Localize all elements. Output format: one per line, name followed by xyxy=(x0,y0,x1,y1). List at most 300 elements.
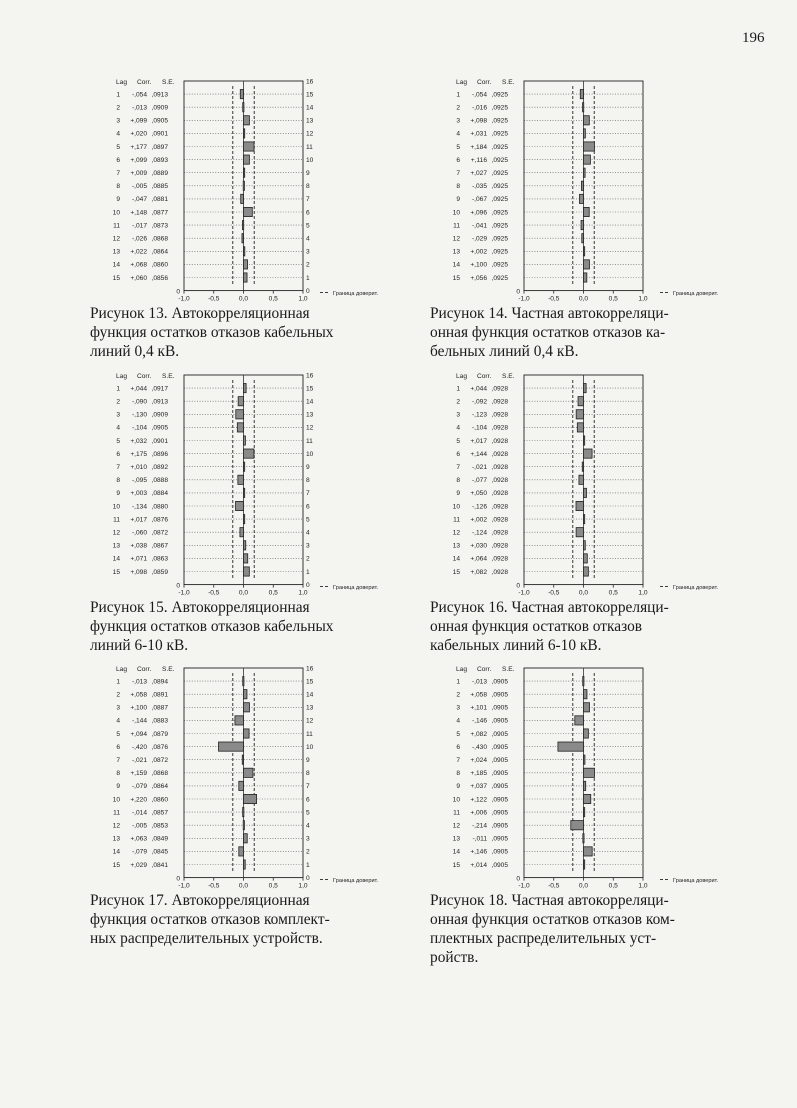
corr-label: +,146 xyxy=(470,848,487,856)
corr-label: +,029 xyxy=(130,861,147,869)
x-tick-label: 0,5 xyxy=(268,882,278,890)
corr-label: +,144 xyxy=(470,450,487,458)
lag-label: 3 xyxy=(456,117,460,125)
lag-label: 9 xyxy=(116,490,120,498)
right-axis-label: 14 xyxy=(306,398,314,406)
se-label: ,0901 xyxy=(151,437,168,445)
corr-label: -,014 xyxy=(131,809,147,817)
se-label: ,0853 xyxy=(151,822,168,830)
figure-caption: Рисунок 15. Автокорреляционная функция остатков отказов кабельных линий 6-10 кВ. xyxy=(90,599,334,654)
figure-15 xyxy=(90,370,430,655)
corr-label: -,035 xyxy=(471,183,487,191)
acf-chart xyxy=(90,663,430,889)
corr-bar xyxy=(244,436,246,445)
lag-label: 2 xyxy=(456,398,460,406)
se-label: ,0925 xyxy=(491,183,508,191)
right-axis-label: 15 xyxy=(306,678,314,686)
se-label: ,0928 xyxy=(491,411,508,419)
right-axis-label: 16 xyxy=(306,78,314,86)
lag-label: 8 xyxy=(116,183,120,191)
corr-bar xyxy=(584,384,587,393)
corr-bar xyxy=(571,821,584,830)
se-label: ,0905 xyxy=(491,809,508,817)
se-label: ,0928 xyxy=(491,464,508,471)
se-label: ,0841 xyxy=(151,861,168,869)
corr-label: -,092 xyxy=(471,398,487,406)
lag-label: 2 xyxy=(116,691,120,699)
corr-bar xyxy=(583,834,584,843)
right-axis-label: 15 xyxy=(306,385,314,393)
corr-bar xyxy=(239,847,244,856)
col-header-corr: Corr. xyxy=(477,79,492,86)
x-tick-label: -1,0 xyxy=(178,589,190,597)
right-axis-label: 5 xyxy=(306,222,310,230)
corr-bar xyxy=(236,501,244,510)
right-axis-label: 9 xyxy=(306,757,310,764)
corr-label: -,016 xyxy=(471,104,487,112)
corr-bar xyxy=(242,755,243,764)
col-header-lag: Lag xyxy=(116,666,128,673)
corr-label: +,022 xyxy=(130,248,147,256)
right-axis-label: 10 xyxy=(306,156,314,164)
corr-bar xyxy=(584,554,588,563)
x-tick-label: -0,5 xyxy=(548,295,560,303)
lag-label: 5 xyxy=(116,437,120,445)
corr-label: +,082 xyxy=(470,730,487,738)
lag-label: 4 xyxy=(116,424,120,432)
se-label: ,0925 xyxy=(491,170,508,177)
se-label: ,0925 xyxy=(491,196,508,204)
right-axis-label: 1 xyxy=(306,861,310,869)
figure-caption: Рисунок 18. Частная автокорреляци- онная функция остатков отказов ком- плектных распределительных уст- ройств. xyxy=(430,892,675,966)
corr-bar xyxy=(584,488,587,497)
lag-label: 13 xyxy=(452,835,460,843)
lag-label: 15 xyxy=(452,568,460,576)
col-header-se: S.E. xyxy=(162,666,175,673)
lag-label: 12 xyxy=(112,235,120,243)
corr-bar xyxy=(584,449,593,458)
se-label: ,0925 xyxy=(491,222,508,230)
se-label: ,0864 xyxy=(151,248,168,256)
corr-label: -,021 xyxy=(131,757,147,764)
right-axis-label: 4 xyxy=(306,822,310,830)
x-tick-label: -1,0 xyxy=(518,295,530,303)
x-origin-label: 0 xyxy=(176,288,180,296)
x-tick-label: -1,0 xyxy=(518,882,530,890)
se-label: ,0856 xyxy=(151,274,168,282)
lag-label: 13 xyxy=(452,248,460,256)
corr-bar xyxy=(580,194,584,203)
corr-bar xyxy=(244,168,245,177)
right-axis-label: 13 xyxy=(306,704,314,712)
corr-label: +,027 xyxy=(470,170,487,177)
se-label: ,0925 xyxy=(491,274,508,282)
x-tick-label: -0,5 xyxy=(208,882,220,890)
x-tick-label: 0,0 xyxy=(578,882,589,890)
lag-label: 5 xyxy=(116,143,120,151)
corr-bar xyxy=(244,690,247,699)
corr-bar xyxy=(235,716,244,725)
right-axis-label: 14 xyxy=(306,104,314,112)
corr-bar xyxy=(579,475,584,484)
corr-label: +,148 xyxy=(130,209,147,217)
lag-label: 4 xyxy=(456,424,460,432)
se-label: ,0917 xyxy=(151,385,168,393)
se-label: ,0879 xyxy=(151,730,168,738)
lag-label: 12 xyxy=(112,822,120,830)
se-label: ,0925 xyxy=(491,130,508,138)
corr-bar xyxy=(558,742,584,751)
lag-label: 15 xyxy=(112,861,120,869)
se-label: ,0925 xyxy=(491,117,508,125)
lag-label: 3 xyxy=(116,411,120,419)
lag-label: 3 xyxy=(116,704,120,712)
corr-label: -,060 xyxy=(131,529,147,537)
legend-label: Граница доверит. xyxy=(333,584,379,591)
acf-chart xyxy=(90,76,430,302)
corr-label: -,029 xyxy=(471,235,487,243)
corr-label: +,100 xyxy=(470,261,487,269)
right-axis-label: 13 xyxy=(306,411,314,419)
right-axis-label: 14 xyxy=(306,691,314,699)
page-number: 196 xyxy=(742,30,765,46)
corr-label: +,096 xyxy=(470,209,487,217)
lag-label: 13 xyxy=(112,835,120,843)
lag-label: 4 xyxy=(456,130,460,138)
corr-label: +,017 xyxy=(130,516,147,524)
right-axis-label: 9 xyxy=(306,464,310,471)
se-label: ,0876 xyxy=(151,743,168,751)
se-label: ,0928 xyxy=(491,424,508,432)
lag-label: 6 xyxy=(116,156,120,164)
corr-label: -,041 xyxy=(471,222,487,230)
col-header-corr: Corr. xyxy=(137,79,152,86)
right-axis-label: 3 xyxy=(306,248,310,256)
x-origin-label: 0 xyxy=(516,288,520,296)
corr-bar xyxy=(242,221,243,230)
right-axis-label: 0 xyxy=(306,581,310,589)
se-label: ,0905 xyxy=(491,717,508,725)
corr-bar xyxy=(244,462,245,471)
se-label: ,0888 xyxy=(151,477,168,485)
se-label: ,0928 xyxy=(491,516,508,524)
corr-label: +,175 xyxy=(130,450,147,458)
pacf-chart xyxy=(430,663,770,889)
right-axis-label: 1 xyxy=(306,274,310,282)
corr-label: -,013 xyxy=(131,104,147,112)
corr-bar xyxy=(584,847,593,856)
corr-label: -,026 xyxy=(131,235,147,243)
corr-bar xyxy=(584,247,585,256)
lag-label: 2 xyxy=(116,104,120,112)
lag-label: 8 xyxy=(116,477,120,485)
corr-bar xyxy=(582,234,584,243)
lag-label: 13 xyxy=(112,542,120,550)
corr-label: +,044 xyxy=(470,385,487,393)
corr-bar xyxy=(239,781,244,790)
figure-18 xyxy=(430,663,770,967)
lag-label: 6 xyxy=(456,743,460,751)
right-axis-label: 16 xyxy=(306,665,314,673)
corr-label: +,056 xyxy=(470,274,487,282)
se-label: ,0905 xyxy=(491,704,508,712)
corr-label: +,017 xyxy=(470,437,487,445)
col-header-lag: Lag xyxy=(116,79,128,86)
corr-label: -,104 xyxy=(131,424,147,432)
se-label: ,0925 xyxy=(491,248,508,256)
se-label: ,0893 xyxy=(151,156,168,164)
corr-label: +,002 xyxy=(470,248,487,256)
corr-label: +,100 xyxy=(130,704,147,712)
lag-label: 2 xyxy=(456,104,460,112)
corr-bar xyxy=(244,541,246,550)
lag-label: 3 xyxy=(456,411,460,419)
corr-bar xyxy=(576,528,583,537)
lag-label: 5 xyxy=(116,730,120,738)
corr-label: +,101 xyxy=(470,704,487,712)
se-label: ,0860 xyxy=(151,796,168,804)
corr-bar xyxy=(584,168,586,177)
corr-label: +,159 xyxy=(130,770,147,778)
col-header-corr: Corr. xyxy=(137,373,152,380)
se-label: ,0928 xyxy=(491,568,508,576)
corr-bar xyxy=(581,221,583,230)
se-label: ,0925 xyxy=(491,104,508,112)
corr-bar xyxy=(244,860,246,869)
se-label: ,0928 xyxy=(491,490,508,498)
se-label: ,0928 xyxy=(491,503,508,511)
corr-bar xyxy=(584,273,587,282)
lag-label: 10 xyxy=(452,503,460,511)
se-label: ,0913 xyxy=(151,91,168,99)
right-axis-label: 2 xyxy=(306,555,310,563)
col-header-corr: Corr. xyxy=(137,666,152,673)
corr-label: -,430 xyxy=(471,743,487,751)
se-label: ,0905 xyxy=(491,835,508,843)
corr-bar xyxy=(584,129,586,138)
se-label: ,0928 xyxy=(491,542,508,550)
corr-bar xyxy=(583,677,584,686)
corr-label: -,017 xyxy=(131,222,147,230)
se-label: ,0925 xyxy=(491,143,508,151)
se-label: ,0928 xyxy=(491,450,508,458)
right-axis-label: 12 xyxy=(306,130,314,138)
corr-bar xyxy=(244,567,250,576)
lag-label: 9 xyxy=(456,783,460,791)
corr-bar xyxy=(244,794,257,803)
x-tick-label: 1,0 xyxy=(298,882,308,890)
x-tick-label: -1,0 xyxy=(178,295,190,303)
corr-label: +,024 xyxy=(470,757,487,764)
col-header-lag: Lag xyxy=(116,373,128,380)
corr-label: -,079 xyxy=(131,783,147,791)
lag-label: 11 xyxy=(453,516,460,524)
lag-label: 10 xyxy=(452,796,460,804)
lag-label: 6 xyxy=(116,743,120,751)
col-header-se: S.E. xyxy=(502,79,515,86)
right-axis-label: 7 xyxy=(306,490,310,498)
lag-label: 9 xyxy=(116,196,120,204)
corr-label: -,095 xyxy=(131,477,147,485)
figure-17 xyxy=(90,663,430,948)
corr-label: +,058 xyxy=(470,691,487,699)
corr-label: +,006 xyxy=(470,809,487,817)
se-label: ,0928 xyxy=(491,555,508,563)
x-tick-label: 1,0 xyxy=(638,882,648,890)
corr-bar xyxy=(584,768,595,777)
lag-label: 10 xyxy=(112,209,120,217)
se-label: ,0925 xyxy=(491,235,508,243)
corr-label: +,038 xyxy=(130,542,147,550)
corr-label: +,116 xyxy=(470,156,487,164)
corr-label: -,054 xyxy=(131,91,147,99)
corr-label: -,067 xyxy=(471,196,487,204)
col-header-lag: Lag xyxy=(456,373,468,380)
se-label: ,0925 xyxy=(491,261,508,269)
se-label: ,0889 xyxy=(151,170,168,177)
corr-bar xyxy=(584,116,590,125)
lag-label: 7 xyxy=(116,757,120,764)
lag-label: 14 xyxy=(452,555,460,563)
lag-label: 7 xyxy=(456,464,460,471)
corr-bar xyxy=(580,90,583,99)
corr-bar xyxy=(244,142,255,151)
lag-label: 1 xyxy=(116,385,120,393)
corr-label: +,184 xyxy=(470,143,487,151)
corr-label: +,094 xyxy=(130,730,147,738)
lag-label: 12 xyxy=(452,822,460,830)
se-label: ,0881 xyxy=(151,196,168,204)
lag-label: 15 xyxy=(112,568,120,576)
lag-label: 15 xyxy=(452,861,460,869)
corr-label: -,005 xyxy=(131,822,147,830)
x-tick-label: -1,0 xyxy=(178,882,190,890)
se-label: ,0905 xyxy=(491,743,508,751)
lag-label: 5 xyxy=(456,730,460,738)
right-axis-label: 7 xyxy=(306,783,310,791)
right-axis-label: 9 xyxy=(306,170,310,177)
right-axis-label: 3 xyxy=(306,542,310,550)
right-axis-label: 6 xyxy=(306,209,310,217)
corr-label: -,005 xyxy=(131,183,147,191)
se-label: ,0913 xyxy=(151,398,168,406)
col-header-corr: Corr. xyxy=(477,373,492,380)
lag-label: 8 xyxy=(456,477,460,485)
se-label: ,0905 xyxy=(151,424,168,432)
corr-bar xyxy=(584,260,590,269)
corr-bar xyxy=(244,768,253,777)
right-axis-label: 12 xyxy=(306,717,314,725)
corr-bar xyxy=(236,410,244,419)
se-label: ,0928 xyxy=(491,398,508,406)
lag-label: 7 xyxy=(116,170,120,177)
corr-label: +,030 xyxy=(470,542,487,550)
lag-label: 8 xyxy=(456,183,460,191)
corr-label: -,054 xyxy=(471,91,487,99)
se-label: ,0928 xyxy=(491,529,508,537)
corr-bar xyxy=(244,554,248,563)
corr-bar xyxy=(244,129,245,138)
corr-label: -,021 xyxy=(471,464,487,471)
se-label: ,0868 xyxy=(151,235,168,243)
corr-bar xyxy=(244,449,254,458)
lag-label: 10 xyxy=(452,209,460,217)
x-tick-label: -1,0 xyxy=(518,589,530,597)
x-tick-label: 1,0 xyxy=(638,295,648,303)
corr-label: -,124 xyxy=(471,529,487,537)
corr-bar xyxy=(576,410,583,419)
right-axis-label: 4 xyxy=(306,529,310,537)
lag-label: 10 xyxy=(112,796,120,804)
se-label: ,0928 xyxy=(491,437,508,445)
corr-label: +,122 xyxy=(470,796,487,804)
corr-bar xyxy=(575,716,584,725)
x-tick-label: -0,5 xyxy=(548,882,560,890)
se-label: ,0905 xyxy=(491,822,508,830)
x-origin-label: 0 xyxy=(516,582,520,590)
x-tick-label: 1,0 xyxy=(298,295,308,303)
corr-label: +,032 xyxy=(130,437,147,445)
se-label: ,0905 xyxy=(491,691,508,699)
corr-bar xyxy=(243,103,244,112)
x-tick-label: 0,0 xyxy=(238,589,249,597)
lag-label: 6 xyxy=(456,156,460,164)
lag-label: 3 xyxy=(116,117,120,125)
corr-label: +,010 xyxy=(130,464,147,471)
se-label: ,0877 xyxy=(151,209,168,217)
corr-bar xyxy=(242,234,244,243)
se-label: ,0928 xyxy=(491,477,508,485)
right-axis-label: 4 xyxy=(306,235,310,243)
right-axis-label: 2 xyxy=(306,261,310,269)
lag-label: 11 xyxy=(113,809,120,817)
lag-label: 14 xyxy=(452,261,460,269)
right-axis-label: 8 xyxy=(306,770,310,778)
x-tick-label: -0,5 xyxy=(548,589,560,597)
se-label: ,0909 xyxy=(151,411,168,419)
se-label: ,0905 xyxy=(491,796,508,804)
se-label: ,0925 xyxy=(491,91,508,99)
corr-bar xyxy=(584,781,586,790)
corr-label: -,420 xyxy=(131,743,147,751)
x-tick-label: 0,5 xyxy=(268,589,278,597)
lag-label: 12 xyxy=(452,235,460,243)
lag-label: 11 xyxy=(113,516,120,524)
lag-label: 8 xyxy=(456,770,460,778)
corr-bar xyxy=(584,703,590,712)
corr-label: +,044 xyxy=(130,385,147,393)
corr-label: -,079 xyxy=(131,848,147,856)
corr-bar xyxy=(577,423,583,432)
se-label: ,0845 xyxy=(151,848,168,856)
corr-bar xyxy=(238,475,244,484)
legend-label: Граница доверит. xyxy=(333,877,379,884)
lag-label: 9 xyxy=(456,490,460,498)
figure-16 xyxy=(430,370,770,655)
corr-bar xyxy=(584,755,585,764)
se-label: ,0905 xyxy=(491,770,508,778)
corr-bar xyxy=(584,794,591,803)
right-axis-label: 11 xyxy=(306,143,313,151)
col-header-corr: Corr. xyxy=(477,666,492,673)
lag-label: 2 xyxy=(456,691,460,699)
lag-label: 11 xyxy=(453,809,460,817)
right-axis-label: 5 xyxy=(306,516,310,524)
lag-label: 6 xyxy=(116,450,120,458)
corr-bar xyxy=(576,501,583,510)
corr-bar xyxy=(244,834,248,843)
lag-label: 14 xyxy=(452,848,460,856)
